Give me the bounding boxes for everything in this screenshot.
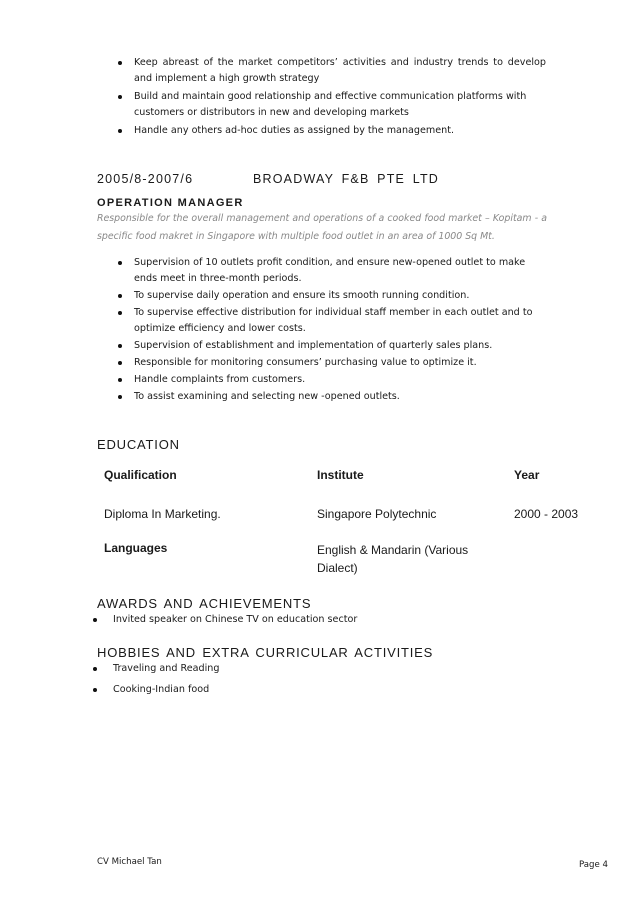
bullet-icon [118, 378, 122, 382]
duty-text: To supervise effective distribution for individual staff member in each outlet and to optimize efficiency and lower costs. [134, 307, 533, 334]
job-company: BROADWAY F&B PTE LTD [253, 172, 440, 186]
languages-label: Languages [104, 541, 168, 555]
bullet-icon [118, 344, 122, 348]
bullet-text: Keep abreast of the market competitors’ activities and industry trends to develop and implement a high growth strategy [134, 57, 546, 84]
footer-left: CV Michael Tan [97, 857, 162, 867]
hobby-text: Cooking-Indian food [113, 684, 210, 695]
awards-heading: AWARDS AND ACHIEVEMENTS [97, 596, 312, 611]
list-item [93, 682, 533, 698]
col-qualification-header: Qualification [104, 468, 177, 482]
job-period: 2005/8-2007/6 [97, 172, 194, 186]
list-item [118, 89, 546, 121]
awards-list [93, 612, 533, 628]
hobby-text: Traveling and Reading [113, 663, 220, 674]
education-heading: EDUCATION [97, 437, 180, 452]
list-item [93, 612, 533, 628]
duty-text: Responsible for monitoring consumers’ purchasing value to optimize it. [134, 357, 477, 368]
list-item [118, 55, 546, 87]
qualification-cell: Diploma In Marketing. [104, 507, 221, 521]
bullet-icon [93, 618, 97, 622]
languages-value: English & Mandarin (Various Dialect) [317, 543, 469, 575]
list-item [118, 255, 548, 287]
list-item [118, 338, 548, 354]
col-institute-header: Institute [317, 468, 364, 482]
duty-text: To supervise daily operation and ensure its smooth running condition. [134, 290, 470, 301]
duty-text: Handle complaints from customers. [134, 374, 306, 385]
list-item [118, 123, 546, 139]
list-item [118, 305, 548, 337]
bullet-icon [118, 261, 122, 265]
bullet-icon [118, 294, 122, 298]
bullet-icon [118, 311, 122, 315]
list-item [93, 661, 533, 677]
duty-text: Supervision of 10 outlets profit condition, and ensure new-opened outlet to make ends meet in three-month periods. [134, 257, 526, 284]
institute-cell: Singapore Polytechnic [317, 507, 437, 521]
hobbies-list [93, 661, 533, 698]
bullet-icon [118, 129, 122, 133]
duties-list [118, 255, 548, 405]
list-item [118, 355, 548, 371]
award-text: Invited speaker on Chinese TV on education sector [113, 614, 358, 625]
bullet-icon [118, 361, 122, 365]
bullet-icon [118, 95, 122, 99]
bullet-icon [118, 395, 122, 399]
job-description: Responsible for the overall management and operations of a cooked food market – Kopitam - a specific food makret in Singapore with multiple food outlet in an area of 1000 Sq Mt. [97, 213, 547, 242]
list-item [118, 372, 548, 388]
hobbies-heading: HOBBIES AND EXTRA CURRICULAR ACTIVITIES [97, 645, 434, 660]
year-cell: 2000 - 2003 [514, 507, 579, 521]
bullet-text: Handle any others ad-hoc duties as assigned by the management. [134, 125, 455, 136]
bullet-icon [93, 688, 97, 692]
list-item [118, 288, 548, 304]
top-bullet-list [118, 55, 546, 139]
bullet-text: Build and maintain good relationship and effective communication platforms with customers or distributors in new and developing markets [134, 91, 527, 118]
bullet-icon [93, 667, 97, 671]
list-item [118, 389, 548, 405]
footer-page-number: Page 4 [579, 860, 609, 870]
duty-text: Supervision of establishment and implementation of quarterly sales plans. [134, 340, 493, 351]
duty-text: To assist examining and selecting new -opened outlets. [134, 391, 400, 402]
job-role: OPERATION MANAGER [97, 197, 244, 209]
col-year-header: Year [514, 468, 540, 482]
bullet-icon [118, 61, 122, 65]
